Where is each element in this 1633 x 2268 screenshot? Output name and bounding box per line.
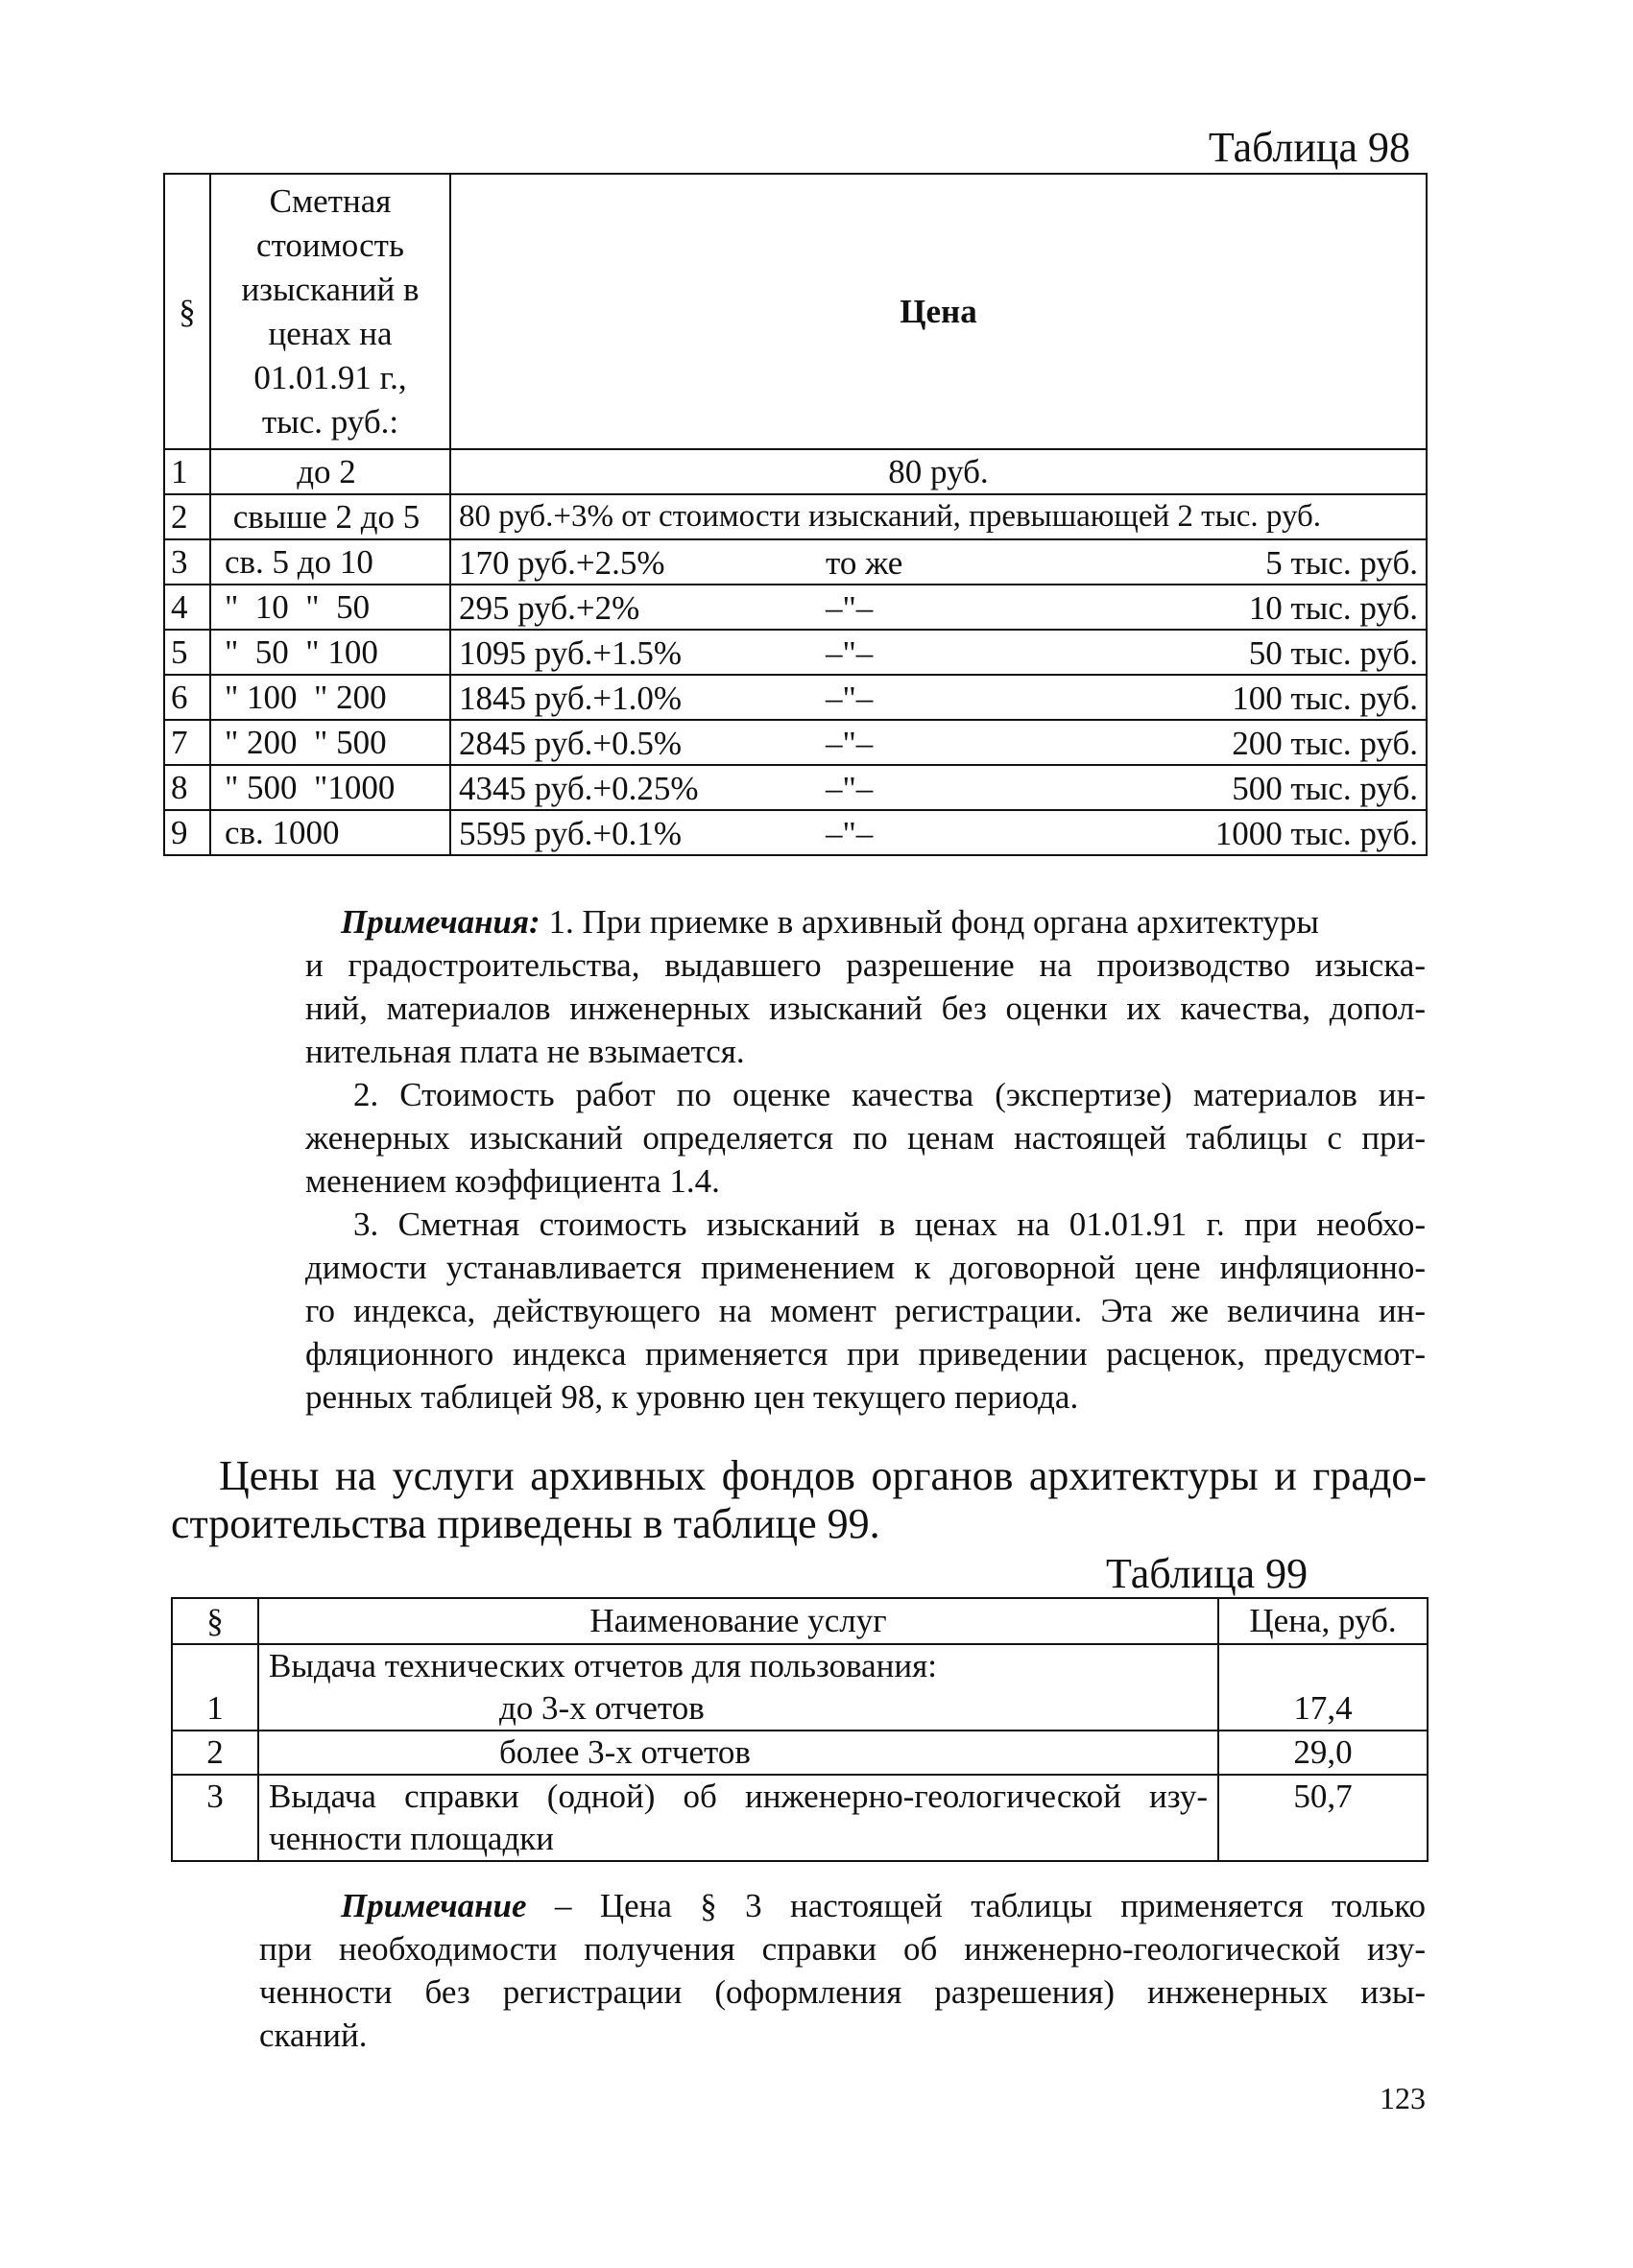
service-name-line: ченности площадки [269,1820,555,1857]
table-row [164,494,1427,539]
note-line: го индекса, действующего на момент регистрации. Эта же величина ин- [305,1292,1426,1329]
row-number: 7 [164,720,210,765]
header-cost-line: ценах на [268,314,393,352]
header-cost-line: 01.01.91 г., [253,358,407,396]
note-line: нительная плата не взымается. [305,1033,745,1070]
table-row [172,1775,1428,1861]
table-row [164,720,1427,765]
row-service: более 3-х отчетов [258,1731,1218,1775]
header-service-name: Наименование услуг [258,1598,1218,1644]
table-98-caption: Таблица 98 [1208,124,1410,171]
note-text: – Цена § 3 настоящей таблицы применяется только [554,1887,1427,1924]
price-ditto: –"– [826,770,874,807]
row-price [450,539,1427,585]
notes-heading: Примечания: [341,903,540,941]
note-line: ний, материалов инженерных изысканий без оценки их качества, допол- [305,990,1426,1027]
price-ditto: то же [826,544,903,582]
price-ditto: –"– [826,815,874,852]
page-number: 123 [1380,2081,1426,2115]
table-99-header-row [172,1598,1428,1644]
row-number: 3 [172,1775,258,1861]
table-98 [163,173,1428,856]
price-base: 170 руб.+2.5% [459,544,665,582]
price-ditto: –"– [826,725,874,762]
row-price [450,720,1427,765]
row-number: 8 [164,765,210,810]
row-cost: св. 5 до 10 [210,539,450,585]
note-line: менением коэффициента 1.4. [305,1162,720,1200]
section-text-line: строительства приведены в таблице 99. [171,1500,880,1547]
price-threshold: 200 тыс. руб. [1232,725,1418,762]
table-99 [171,1597,1429,1862]
service-name-line: Выдача справки (одной) об инженерно-геологической изу- [269,1778,1208,1815]
price-base: 295 руб.+2% [459,589,640,627]
price-threshold: 5 тыс. руб. [1265,544,1418,582]
row-number: 9 [164,810,210,855]
table-98-header-row [164,174,1427,449]
price-ditto: –"– [826,634,874,672]
note-line: женерных изысканий определяется по ценам настоящей таблицы с при- [305,1119,1426,1157]
row-number: 5 [164,630,210,675]
note-2-line: 2. Стоимость работ по оценке качества (экспертизе) материалов ин- [353,1076,1426,1113]
note-line: ченности без регистрации (оформления разрешения) инженерных изы- [259,1973,1426,2011]
note-1-first-line [341,900,1426,943]
row-price [450,765,1427,810]
row-number: 2 [164,494,210,539]
row-number: 1 [172,1644,258,1731]
price-base: 5595 руб.+0.1% [459,815,683,852]
row-service [258,1644,1218,1731]
note-text: 1. При приемке в архивный фонд органа архитектуры [548,903,1319,941]
header-estimated-cost [210,174,450,449]
header-cost-line: Сметная [269,181,392,220]
row-cost: " 100 " 200 [210,675,450,720]
price-base: 4345 руб.+0.25% [459,770,699,807]
table-row [164,765,1427,810]
header-section-symbol: § [164,174,210,449]
table-row [164,585,1427,630]
header-cost-line: тыс. руб.: [261,402,399,441]
note-line: и градостроительства, выдавшего разрешение на производство изыска- [305,946,1426,984]
row-price [450,810,1427,855]
table-row [164,539,1427,585]
table-row [172,1731,1428,1775]
row-cost: " 200 " 500 [210,720,450,765]
row-number: 4 [164,585,210,630]
row-price: 80 руб.+3% от стоимости изысканий, превышающей 2 тыс. руб. [450,494,1427,539]
price-base: 1845 руб.+1.0% [459,680,683,717]
header-cost-line: изысканий в [241,270,420,308]
row-cost: " 10 " 50 [210,585,450,630]
header-cost-line: стоимость [256,226,404,264]
note-line: сканий. [259,2017,368,2054]
row-price: 17,4 [1218,1644,1428,1731]
row-cost: до 2 [210,449,450,494]
note-line: димости устанавливается применением к договорной цене инфляционно- [305,1249,1426,1286]
price-threshold: 500 тыс. руб. [1232,770,1418,807]
row-service [258,1775,1218,1861]
row-cost: " 50 " 100 [210,630,450,675]
note-line: фляционного индекса применяется при приведении расценок, предусмот- [305,1335,1426,1373]
price-base: 2845 руб.+0.5% [459,725,683,762]
table-row [172,1644,1428,1731]
note-heading: Примечание [341,1887,527,1924]
row-price [450,675,1427,720]
row-cost: свыше 2 до 5 [210,494,450,539]
table-row [164,630,1427,675]
row-cost: " 500 "1000 [210,765,450,810]
header-price: Цена [450,174,1427,449]
table-row [164,810,1427,855]
header-section-symbol: § [172,1598,258,1644]
price-base: 1095 руб.+1.5% [459,634,683,672]
note-line: ренных таблицей 98, к уровню цен текущего периода. [305,1378,1079,1416]
row-cost: св. 1000 [210,810,450,855]
price-threshold: 100 тыс. руб. [1232,680,1418,717]
row-price: 80 руб. [450,449,1427,494]
row-number: 3 [164,539,210,585]
table-row [164,675,1427,720]
price-threshold: 50 тыс. руб. [1248,634,1418,672]
section-text-line: Цены на услуги архивных фондов органов архитектуры и градо- [219,1452,1427,1499]
header-price: Цена, руб. [1218,1598,1428,1644]
table-99-caption: Таблица 99 [1106,1550,1309,1597]
row-price: 29,0 [1218,1731,1428,1775]
row-price [450,585,1427,630]
row-price [450,630,1427,675]
note-3-line: 3. Сметная стоимость изысканий в ценах на 01.01.91 г. при необхо- [353,1206,1426,1243]
row-number: 2 [172,1731,258,1775]
row-number: 6 [164,675,210,720]
row-number: 1 [164,449,210,494]
price-ditto: –"– [826,589,874,627]
service-name: до 3-х отчетов [499,1689,705,1727]
price-threshold: 1000 тыс. руб. [1214,815,1418,852]
note-99-first-line [341,1884,1426,1927]
table-row [164,449,1427,494]
service-group-title: Выдача технических отчетов для пользования: [269,1647,937,1684]
note-line: при необходимости получения справки об инженерно-геологической изу- [259,1930,1426,1968]
row-price: 50,7 [1218,1775,1428,1861]
price-threshold: 10 тыс. руб. [1248,589,1418,627]
price-ditto: –"– [826,680,874,717]
